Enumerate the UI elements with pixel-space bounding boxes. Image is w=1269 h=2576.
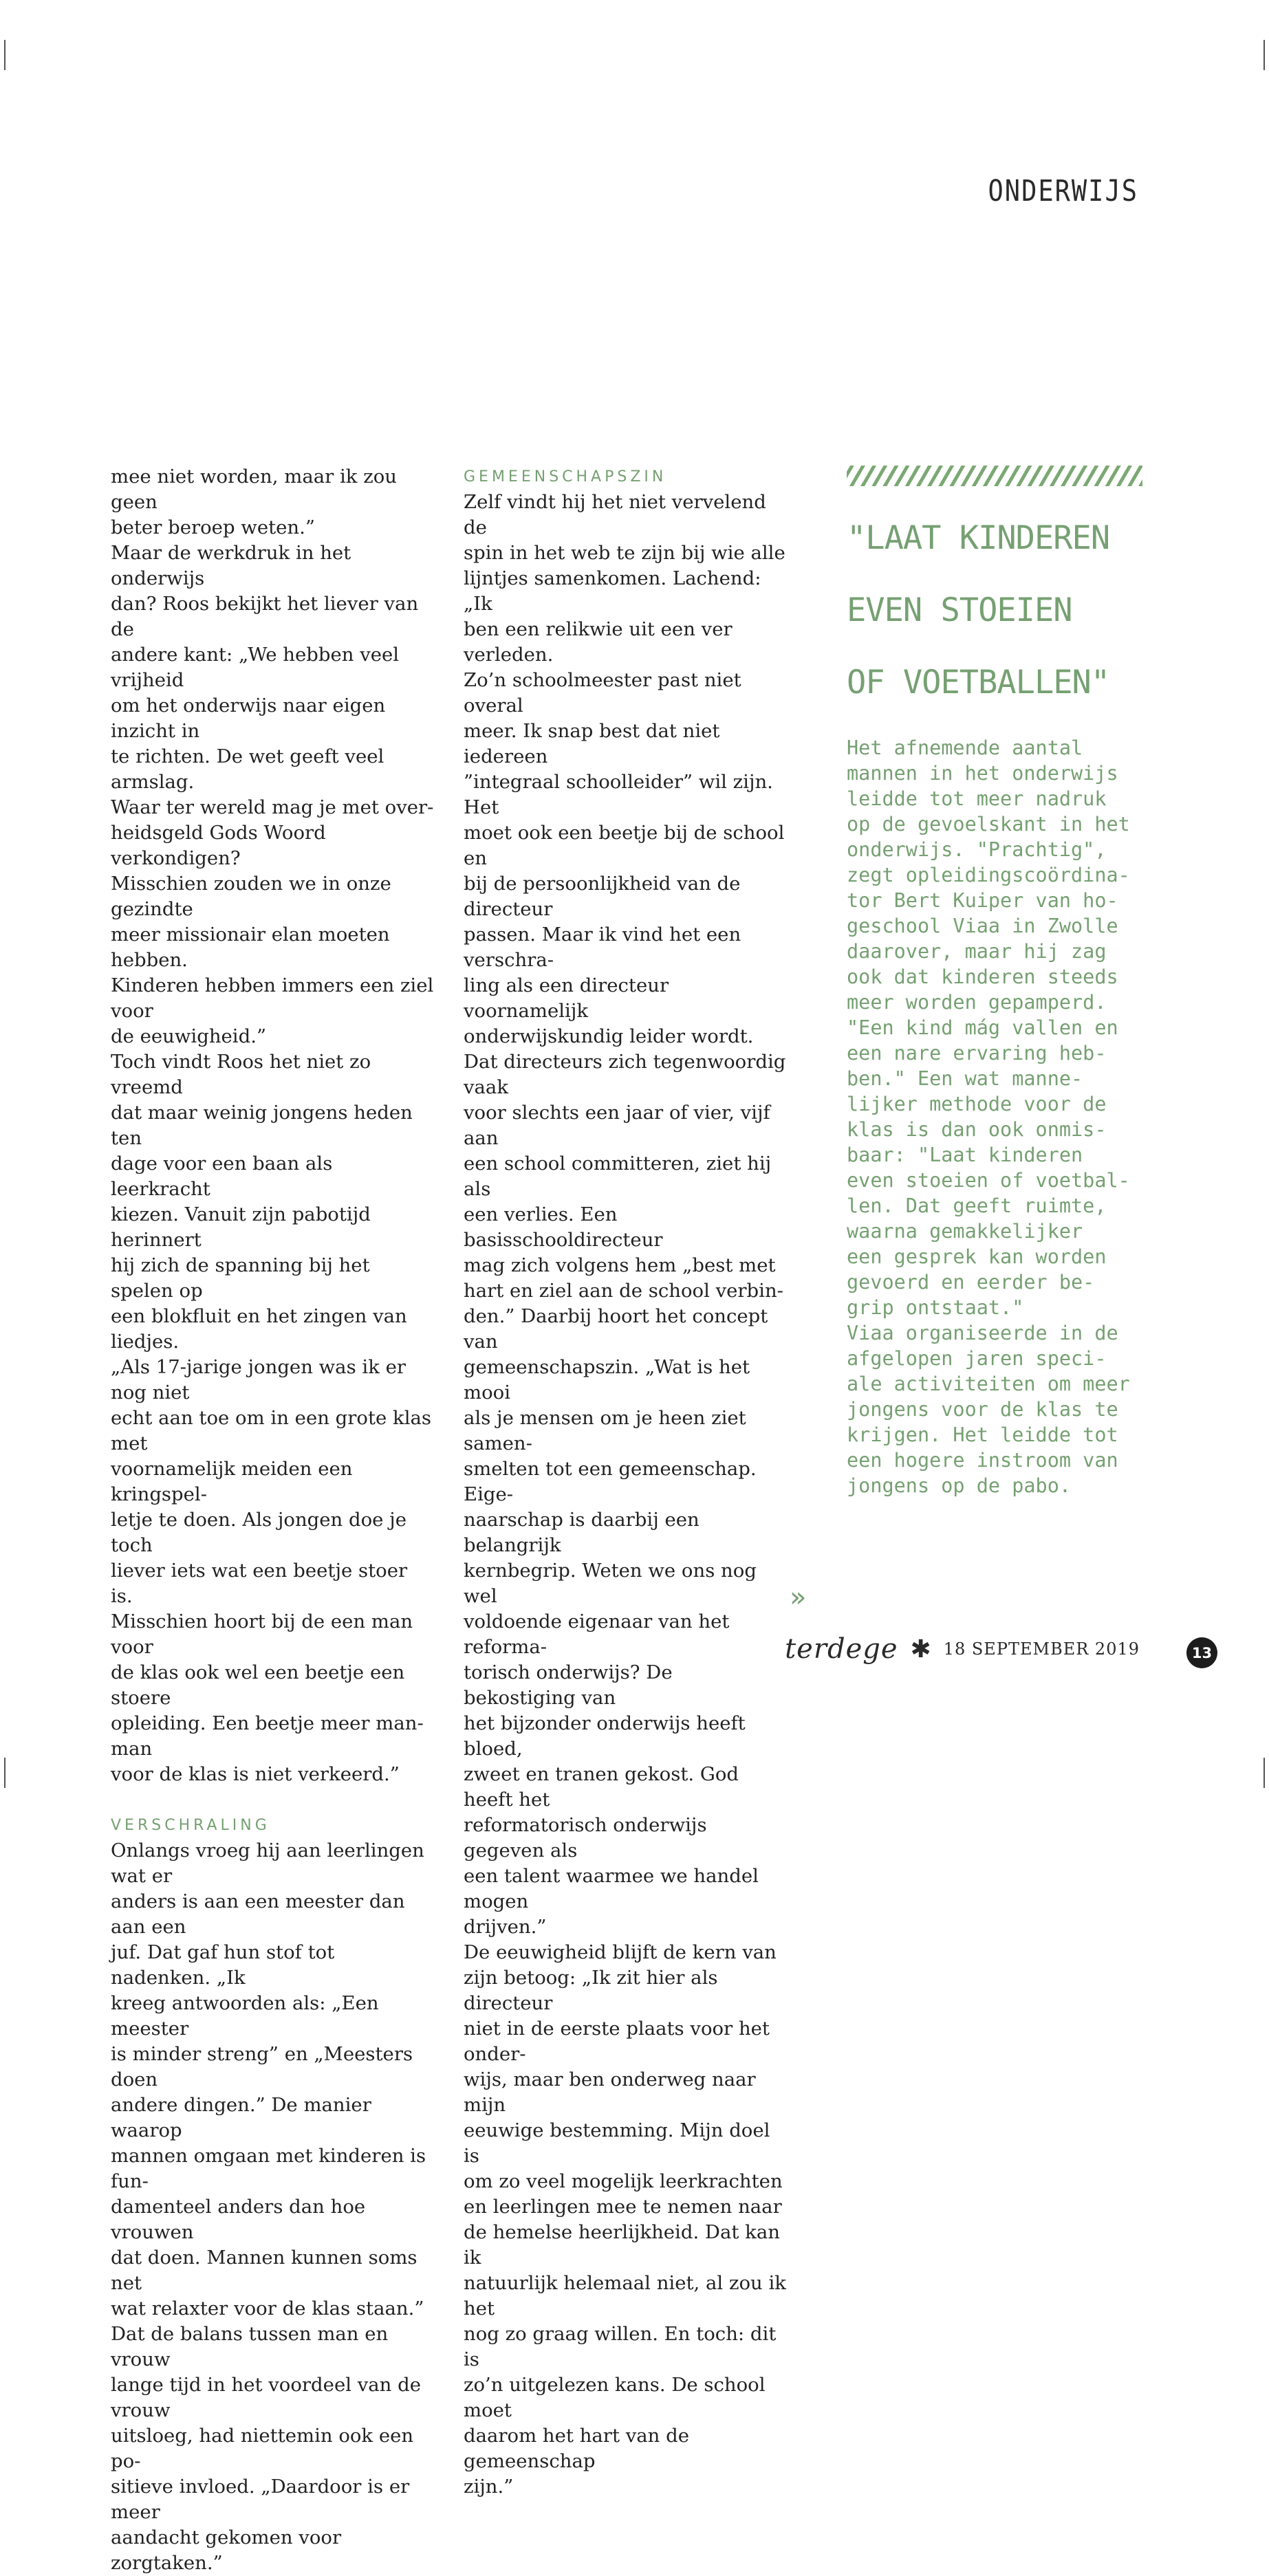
text-line: baar: "Laat kinderen: [847, 1144, 1083, 1166]
text-line: kernbegrip. Weten we ons nog wel: [464, 1560, 757, 1607]
text-line: meer worden gepamperd.: [847, 991, 1107, 1014]
text-line: dat maar weinig jongens heden ten: [111, 1102, 413, 1149]
text-line: een talent waarmee we handel mogen: [464, 1865, 759, 1912]
text-line: mag zich volgens hem „best met: [464, 1254, 776, 1276]
text-line: Viaa organiseerde in de: [847, 1322, 1118, 1344]
text-line: Kinderen hebben immers een ziel voor: [111, 974, 434, 1022]
text-line: len. Dat geeft ruimte,: [847, 1194, 1107, 1217]
text-line: krijgen. Het leidde tot: [847, 1423, 1118, 1446]
text-line: OF VOETBALLEN": [847, 664, 1110, 701]
text-line: EVEN STOEIEN: [847, 591, 1072, 629]
text-line: natuurlijk helemaal niet, al zou ik het: [464, 2272, 786, 2320]
subhead-verschraling: VERSCHRALING: [111, 1817, 270, 1834]
text-line: om zo veel mogelijk leerkrachten: [464, 2170, 783, 2192]
text-line: letje te doen. Als jongen doe je toch: [111, 1509, 406, 1556]
text-line: sitieve invloed. „Daardoor is er meer: [111, 2476, 410, 2523]
text-line: onderwijskundig leider wordt.: [464, 1025, 754, 1047]
text-line: tor Bert Kuiper van ho-: [847, 889, 1118, 912]
crop-mark-bottom-left: [4, 1758, 6, 1788]
issue-date: 18 SEPTEMBER 2019: [943, 1639, 1140, 1659]
text-line: en leerlingen mee te nemen naar: [464, 2196, 782, 2218]
text-line: daarom het hart van de gemeenschap: [464, 2425, 689, 2472]
text-line: andere dingen.” De manier waarop: [111, 2094, 371, 2141]
text-line: een gesprek kan worden: [847, 1245, 1107, 1268]
text-line: zweet en tranen gekost. God heeft het: [464, 1763, 739, 1811]
crop-mark-top-left: [4, 40, 6, 70]
text-line: niet in de eerste plaats voor het onder-: [464, 2018, 770, 2065]
text-line: voornamelijk meiden een kringspel-: [111, 1458, 353, 1505]
text-line: opleiding. Een beetje meer man-man: [111, 1712, 424, 1760]
text-line: "LAAT KINDEREN: [847, 519, 1110, 557]
text-line: liever iets wat een beetje stoer is.: [111, 1560, 408, 1607]
section-label: ONDERWIJS: [988, 173, 1138, 208]
text-line: Zo’n schoolmeester past niet overal: [464, 669, 741, 717]
column-1-block-1: [111, 464, 434, 1787]
text-line: Toch vindt Roos het niet zo vreemd: [111, 1051, 371, 1098]
text-line: op de gevoelskant in het: [847, 813, 1130, 836]
text-line: zegt opleidingscoördina-: [847, 864, 1130, 886]
text-line: De eeuwigheid blijft de kern van: [464, 1941, 777, 1963]
text-line: wat relaxter voor de klas staan.”: [111, 2297, 424, 2320]
text-line: daarover, maar hij zag: [847, 940, 1107, 963]
text-line: een school committeren, ziet hij als: [464, 1153, 772, 1200]
text-line: ook dat kinderen steeds: [847, 965, 1118, 988]
sidebar-text: [847, 735, 1142, 1498]
asterisk-icon: ✱: [910, 1635, 931, 1663]
crop-mark-bottom-right: [1263, 1758, 1265, 1788]
text-line: een hogere instroom van: [847, 1449, 1118, 1472]
text-line: zijn betoog: „Ik zit hier als directeur: [464, 1967, 718, 2014]
text-line: ling als een directeur voornamelijk: [464, 974, 669, 1022]
page-footer: [785, 1633, 1140, 1665]
text-line: reformatorisch onderwijs gegeven als: [464, 1814, 707, 1862]
text-line: de eeuwigheid.”: [111, 1025, 267, 1047]
text-line: meer. Ik snap best dat niet iedereen: [464, 720, 720, 767]
text-line: even stoeien of voetbal-: [847, 1169, 1130, 1192]
text-line: voor slechts een jaar of vier, vijf aan: [464, 1102, 770, 1149]
text-line: damenteel anders dan hoe vrouwen: [111, 2196, 366, 2243]
text-line: beter beroep weten.”: [111, 516, 315, 538]
hatch-divider: [847, 466, 1142, 486]
text-line: echt aan toe om in een grote klas met: [111, 1407, 432, 1454]
text-line: om het onderwijs naar eigen inzicht in: [111, 695, 386, 742]
text-line: een blokfluit en het zingen van liedjes.: [111, 1305, 407, 1353]
text-line: naarschap is daarbij een belangrijk: [464, 1509, 699, 1556]
text-line: ale activiteiten om meer: [847, 1373, 1130, 1395]
text-line: uitsloeg, had niettemin ook een po-: [111, 2425, 414, 2472]
text-line: grip ontstaat.": [847, 1296, 1024, 1319]
text-line: zo’n uitgelezen kans. De school moet: [464, 2374, 766, 2421]
text-line: Misschien zouden we in onze gezindte: [111, 873, 391, 920]
text-line: andere kant: „We hebben veel vrijheid: [111, 644, 400, 691]
column-2-text: [464, 490, 790, 2500]
subhead-gemeenschapszin: GEMEENSCHAPSZIN: [464, 468, 667, 485]
text-line: Zelf vindt hij het niet vervelend de: [464, 491, 766, 538]
column-1-block-2: [111, 1838, 434, 2576]
text-line: Dat de balans tussen man en vrouw: [111, 2323, 389, 2370]
text-line: afgelopen jaren speci-: [847, 1347, 1107, 1370]
text-line: als je mensen om je heen ziet samen-: [464, 1407, 746, 1454]
text-line: bij de persoonlijkheid van de directeur: [464, 873, 741, 920]
text-line: torisch onderwijs? De bekostiging van: [464, 1661, 673, 1709]
text-line: jongens voor de klas te: [847, 1398, 1118, 1421]
text-line: zijn.”: [464, 2476, 514, 2498]
text-line: te richten. De wet geeft veel armslag.: [111, 745, 384, 793]
text-line: lange tijd in het voordeel van de vrouw: [111, 2374, 422, 2421]
text-line: dan? Roos bekijkt het liever van de: [111, 593, 419, 640]
text-line: het bijzonder onderwijs heeft bloed,: [464, 1712, 746, 1760]
text-line: aandacht gekomen voor zorgtaken.”: [111, 2526, 342, 2574]
text-line: Het afnemende aantal: [847, 736, 1083, 759]
text-line: moet ook een beetje bij de school en: [464, 822, 785, 869]
text-line: "Een kind mág vallen en: [847, 1016, 1118, 1039]
text-line: kreeg antwoorden als: „Een meester: [111, 1992, 379, 2040]
text-line: gevoerd en eerder be-: [847, 1271, 1095, 1294]
text-line: smelten tot een gemeenschap. Eige-: [464, 1458, 757, 1505]
text-line: nog zo graag willen. En toch: dit is: [464, 2323, 777, 2370]
text-line: een nare ervaring heb-: [847, 1042, 1107, 1065]
text-line: lijntjes samenkomen. Lachend: „Ik: [464, 567, 761, 615]
text-line: den.” Daarbij hoort het concept van: [464, 1305, 768, 1353]
text-line: Waar ter wereld mag je met over-: [111, 796, 434, 818]
text-line: Misschien hoort bij de een man voor: [111, 1611, 413, 1658]
text-line: jongens op de pabo.: [847, 1474, 1072, 1497]
text-line: voldoende eigenaar van het reforma-: [464, 1611, 730, 1658]
text-line: eeuwige bestemming. Mijn doel is: [464, 2119, 770, 2167]
text-line: is minder streng” en „Meesters doen: [111, 2043, 413, 2091]
continue-arrow-icon: »: [790, 1582, 807, 1613]
text-line: hart en ziel aan de school verbin-: [464, 1280, 783, 1302]
text-line: de hemelse heerlijkheid. Dat kan ik: [464, 2221, 780, 2269]
sidebar-box: [847, 464, 1142, 1498]
text-line: ben een relikwie uit een ver verleden.: [464, 618, 733, 666]
text-line: kiezen. Vanuit zijn pabotijd herinnert: [111, 1203, 371, 1251]
text-line: „Als 17-jarige jongen was ik er nog niet: [111, 1356, 406, 1404]
crop-mark-top-right: [1263, 40, 1265, 70]
pull-quote: [847, 519, 1142, 703]
text-line: voor de klas is niet verkeerd.”: [111, 1763, 400, 1785]
text-line: klas is dan ook onmis-: [847, 1118, 1107, 1141]
text-line: mannen omgaan met kinderen is fun-: [111, 2145, 426, 2192]
text-line: geschool Viaa in Zwolle: [847, 915, 1118, 937]
text-line: mannen in het onderwijs: [847, 762, 1118, 785]
text-line: mee niet worden, maar ik zou geen: [111, 466, 397, 513]
text-line: Onlangs vroeg hij aan leerlingen wat er: [111, 1840, 424, 1887]
text-line: Dat directeurs zich tegenwoordig vaak: [464, 1051, 786, 1098]
article-column-2: [464, 464, 790, 2500]
text-line: spin in het web te zijn bij wie alle: [464, 542, 785, 564]
text-line: dage voor een baan als leerkracht: [111, 1153, 333, 1200]
text-line: onderwijs. "Prachtig",: [847, 838, 1107, 861]
text-line: anders is aan een meester dan aan een: [111, 1890, 405, 1938]
text-line: de klas ook wel een beetje een stoere: [111, 1661, 405, 1709]
text-line: gemeenschapszin. „Wat is het mooi: [464, 1356, 750, 1404]
text-line: heidsgeld Gods Woord verkondigen?: [111, 822, 326, 869]
text-line: Maar de werkdruk in het onderwijs: [111, 542, 351, 589]
text-line: drijven.”: [464, 1916, 547, 1938]
text-line: ben." Een wat manne-: [847, 1067, 1083, 1090]
text-line: meer missionair elan moeten hebben.: [111, 924, 390, 971]
text-line: hij zich de spanning bij het spelen op: [111, 1254, 370, 1302]
text-line: een verlies. Een basisschooldirecteur: [464, 1203, 663, 1251]
page-number: 13: [1186, 1637, 1217, 1668]
text-line: ”integraal schoolleider” wil zijn. Het: [464, 771, 773, 818]
text-line: passen. Maar ik vind het een verschra-: [464, 924, 741, 971]
text-line: waarna gemakkelijker: [847, 1220, 1083, 1243]
text-line: lijker methode voor de: [847, 1093, 1107, 1115]
magazine-brand: terdege: [785, 1633, 898, 1665]
text-line: dat doen. Mannen kunnen soms net: [111, 2247, 417, 2294]
text-line: wijs, maar ben onderweg naar mijn: [464, 2069, 756, 2116]
text-line: leidde tot meer nadruk: [847, 787, 1107, 810]
article-column-1: [111, 464, 434, 2576]
paragraph-gap: [111, 1787, 434, 1813]
text-line: juf. Dat gaf hun stof tot nadenken. „Ik: [111, 1941, 335, 1989]
